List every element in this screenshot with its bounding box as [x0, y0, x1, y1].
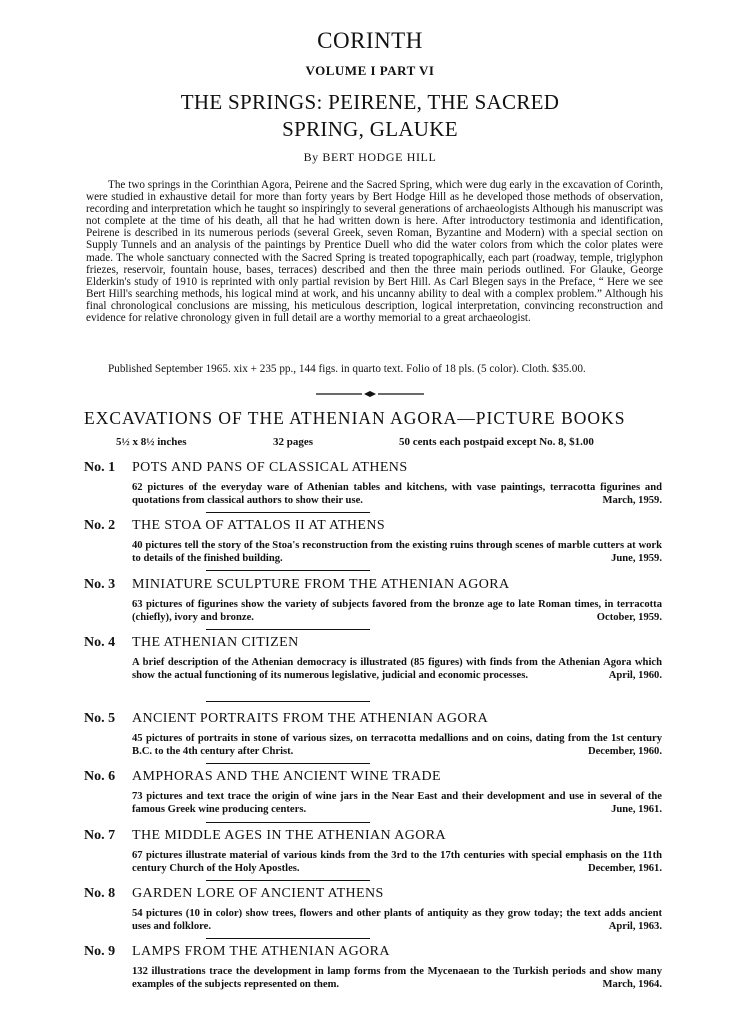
book-description [132, 849, 662, 875]
divider-rule [206, 570, 370, 571]
book-title-line-1: THE SPRINGS: PEIRENE, THE SACRED [180, 90, 560, 114]
book-number: No. 3 [84, 577, 116, 592]
book-specs [116, 436, 656, 450]
book-description [132, 965, 662, 991]
book-description [132, 598, 662, 624]
book-item-title: THE ATHENIAN CITIZEN [132, 635, 299, 650]
book-description [132, 656, 662, 682]
book-description [132, 481, 662, 507]
book-item-title: THE STOA OF ATTALOS II AT ATHENS [132, 518, 386, 533]
book-description-text: 40 pictures tell the story of the Stoa's reconstruction from the existing ruins through scenes of marble cutters at work to details of the finished building. [132, 540, 662, 564]
book-title-line-2: SPRING, GLAUKE [282, 117, 458, 141]
book-description [132, 790, 662, 816]
book-size: 5½ x 8½ inches [116, 436, 187, 448]
book-description-text: 45 pictures of portraits in stone of various sizes, on terracotta medallions and on coins, dating from the 1st century B.C. to the 4th century after Christ. [132, 733, 662, 757]
section-title: EXCAVATIONS OF THE ATHENIAN AGORA—PICTURE BOOKS [84, 408, 626, 428]
divider-rule [206, 701, 370, 702]
book-item-title: LAMPS FROM THE ATHENIAN AGORA [132, 944, 390, 959]
divider-rule [206, 880, 370, 881]
book-item-title: THE MIDDLE AGES IN THE ATHENIAN AGORA [132, 828, 446, 843]
book-date: March, 1964. [602, 979, 662, 990]
book-number: No. 9 [84, 944, 116, 959]
book-description-text: 132 illustrations trace the development in lamp forms from the Mycenaean to the Turkish periods and show many examples of the subjects represented on them. [132, 966, 662, 990]
book-item-title: MINIATURE SCULPTURE FROM THE ATHENIAN AGORA [132, 577, 510, 592]
description-paragraph: The two springs in the Corinthian Agora, Peirene and the Sacred Spring, which were dug early in the excavation of Corinth, were studied in exhaustive detail for more than forty years by Bert Hodge Hill as he developed those methods of observation, recording and interpretation which he taught so inspiringly to several generations of archaeologists Although his manuscript was not complete at the time of his death, all that he had written down is here. After introductory testimonia and identification, Peirene is described in its numerous periods (several Greek, seven Roman, Byzantine and Modern) with a special section on Supply Tunnels and an analysis of the paintings by Prentice Duell who did the water colors from which the color plates were made. The whole sanctuary connected with the Sacred Spring is treated topographically, each part (roadway, temple, triglyphon friezes, reservoir, fountain house, bases, terraces) described and then the three main periods outlined. For Glauke, George Elderkin's study of 1910 is reprinted with only partial revision by Bert Hill. As Carl Blegen says in the Preface, “ Here we see Bert Hill's searching methods, his logical mind at work, and his uncanny ability to deal with a complex problem.” Although his final chronological conclusions are missing, his meticulous description, logical interpretation, convincing reconstruction and evidence for relative chronology given in full detail are a worthy memorial to a great archaeologist. [86, 179, 663, 325]
book-date: June, 1961. [611, 804, 662, 815]
publication-info: Published September 1965. xix + 235 pp., 144 figs. in quarto text. Folio of 18 pls. (5 color). Cloth. $35.00. [108, 363, 586, 375]
book-number: No. 4 [84, 635, 116, 650]
book-description-text: 63 pictures of figurines show the variety of subjects favored from the bronze age to late Roman times, in terracotta (chiefly), ivory and bronze. [132, 599, 662, 623]
book-description-text: 73 pictures and text trace the origin of wine jars in the Near East and their development and use in several of the famous Greek wine producing centers. [132, 791, 662, 815]
book-description-text: 67 pictures illustrate material of various kinds from the 3rd to the 17th centuries with special emphasis on the 11th century Church of the Holy Apostles. [132, 850, 662, 874]
book-date: December, 1961. [587, 863, 662, 874]
book-date: April, 1963. [608, 921, 662, 932]
book-item-title: AMPHORAS AND THE ANCIENT WINE TRADE [132, 769, 441, 784]
book-item-title: ANCIENT PORTRAITS FROM THE ATHENIAN AGORA [132, 711, 489, 726]
book-item-title: GARDEN LORE OF ANCIENT ATHENS [132, 886, 384, 901]
book-title [110, 89, 630, 143]
book-pages: 32 pages [273, 436, 314, 448]
byline: By BERT HODGE HILL [303, 150, 437, 164]
volume-label: VOLUME I PART VI [305, 63, 435, 78]
book-number: No. 5 [84, 711, 116, 726]
book-date: March, 1959. [602, 495, 662, 506]
book-number: No. 2 [84, 518, 116, 533]
book-description-text: A brief description of the Athenian democracy is illustrated (85 figures) with finds from the Athenian Agora which show the actual functioning of its numerous legislative, judicial and economic processes. [132, 657, 662, 681]
divider-rule [206, 763, 370, 764]
divider-rule [206, 629, 370, 630]
book-price: 50 cents each postpaid except No. 8, $1.00 [399, 436, 594, 448]
book-date: October, 1959. [596, 612, 662, 623]
series-title: CORINTH [317, 28, 423, 53]
book-number: No. 8 [84, 886, 116, 901]
book-date: April, 1960. [608, 670, 662, 681]
ornament-divider [316, 391, 424, 397]
book-description [132, 732, 662, 758]
book-item-title: POTS AND PANS OF CLASSICAL ATHENS [132, 460, 408, 475]
divider-rule [206, 822, 370, 823]
book-number: No. 6 [84, 769, 116, 784]
book-number: No. 1 [84, 460, 116, 475]
book-description-text: 54 pictures (10 in color) show trees, flowers and other plants of antiquity as they grow today; the text adds ancient uses and folklore. [132, 908, 662, 932]
book-date: June, 1959. [611, 553, 662, 564]
divider-rule [206, 938, 370, 939]
divider-rule [206, 512, 370, 513]
book-description [132, 907, 662, 933]
book-number: No. 7 [84, 828, 116, 843]
book-description [132, 539, 662, 565]
book-description-text: 62 pictures of the everyday ware of Athenian tables and kitchens, with vase paintings, terracotta figurines and quotations from classical authors to show their use. [132, 482, 662, 506]
book-date: December, 1960. [587, 746, 662, 757]
